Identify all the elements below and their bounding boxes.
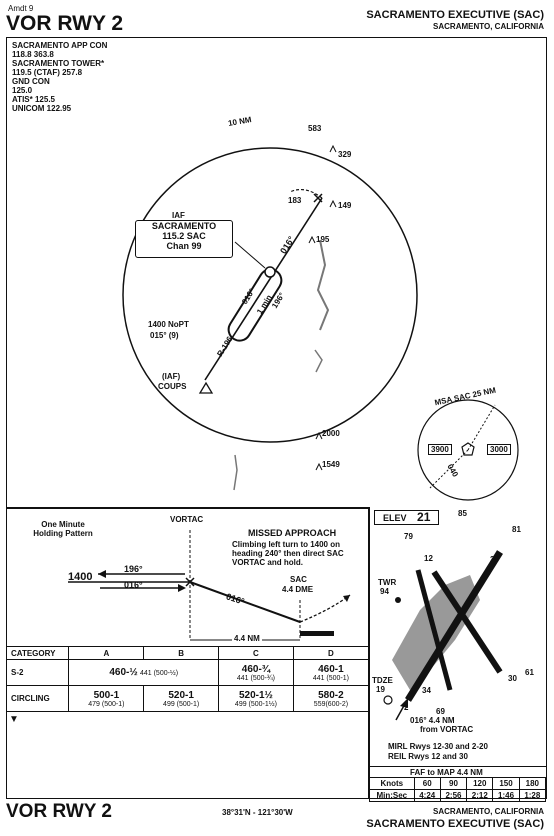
navaid-frequency: 115.2 SAC (162, 231, 206, 241)
timing-table (369, 777, 546, 802)
hold-outbound-label: 196° (270, 291, 287, 310)
category-c-header: C (219, 647, 294, 660)
runway-label-20: 20 (490, 555, 499, 564)
navaid-channel: Chan 99 (166, 241, 202, 251)
elevation-label: 583 (308, 124, 322, 133)
alternate-minimums-symbol: ▼ (9, 714, 19, 725)
elevation-label: ELEV (383, 513, 407, 523)
timing-time-row (370, 790, 546, 802)
straight-in-d-cell: 460-1 441 (500-1) (293, 660, 368, 686)
msa-altitude-west: 3900 (428, 444, 452, 455)
circling-c-cell: 520-1½ 499 (500-1½) (219, 686, 294, 712)
obstacle-label: 79 (404, 532, 413, 541)
elevation-label: 183 (288, 196, 302, 205)
timing-cell: 1:28 (519, 790, 545, 802)
obstacle-label: 81 (512, 525, 521, 534)
row-label: CIRCLING (7, 686, 69, 712)
nopt-label: 1400 NoPT (148, 320, 189, 329)
category-a-header: A (69, 647, 144, 660)
tdze-label: TDZE (372, 676, 393, 685)
comm-line: 125.0 (12, 86, 33, 95)
footer-airport-city: SACRAMENTO, CALIFORNIA (433, 807, 544, 816)
elevation-label: 149 (338, 201, 352, 210)
course-note-line-2: from VORTAC (420, 725, 474, 734)
timing-knots-row (370, 778, 546, 790)
footer-coordinates: 38°31'N - 121°30'W (222, 808, 293, 817)
msa-title: MSA SAC 25 NM (433, 385, 497, 408)
distance-label: 4.4 NM (234, 634, 260, 643)
elevation-label: 329 (338, 150, 352, 159)
timing-cell: 150 (493, 778, 519, 790)
timing-cell: 180 (519, 778, 545, 790)
category-d-header: D (293, 647, 368, 660)
timing-cell: 90 (440, 778, 466, 790)
runway-label-30: 30 (508, 674, 517, 683)
comm-line: ATIS* 125.5 (12, 95, 55, 104)
comm-line: SACRAMENTO APP CON (12, 41, 108, 50)
dme-label: 4.4 DME (282, 585, 314, 594)
hold-time-label: 1 min (255, 293, 274, 316)
row-label: S-2 (7, 660, 69, 686)
ring-radius-label: 10 NM (227, 115, 253, 128)
footer-procedure-title: VOR RWY 2 (6, 801, 112, 822)
timing-cell: 120 (467, 778, 493, 790)
timing-cell: Knots (370, 778, 415, 790)
altitude-label: 1400 (68, 571, 93, 583)
runway-label-2: 2 (404, 703, 409, 712)
msa-altitude-east: 3000 (487, 444, 511, 455)
obstacle-label: 69 (436, 707, 445, 716)
runway-label-12: 12 (424, 554, 433, 563)
circling-b-cell: 520-1 499 (500-1) (144, 686, 219, 712)
timing-cell: 1:46 (493, 790, 519, 802)
tdze-value: 19 (376, 685, 385, 694)
inbound-course-label: 016° (124, 580, 143, 590)
sac-label: SAC (290, 575, 307, 584)
hold-inbound-label: 016° (240, 287, 257, 306)
lighting-note-1: MIRL Rwys 12-30 and 2-20 (388, 742, 488, 751)
circling-a-cell: 500-1 479 (500-1) (69, 686, 144, 712)
airport-city: SACRAMENTO, CALIFORNIA (433, 22, 544, 31)
msa-bearing-label: 040 (445, 462, 460, 479)
descent-course-label: 016° (224, 591, 246, 607)
course-note-line-1: 016° 4.4 NM (410, 716, 455, 725)
comm-line: 118.8 363.8 (12, 50, 54, 59)
category-b-header: B (144, 647, 219, 660)
hold-note: One Minute Holding Pattern (33, 520, 93, 538)
footer-airport-name: SACRAMENTO EXECUTIVE (SAC) (366, 818, 544, 830)
straight-in-c-cell: 460-¾ 441 (500-¾) (219, 660, 294, 686)
timing-title: FAF to MAP 4.4 NM (410, 768, 483, 777)
circling-d-cell: 580-2 559(600-2) (293, 686, 368, 712)
threshold-elevation: 34 (422, 686, 431, 695)
missed-approach-text: Climbing left turn to 1400 on heading 240° then direct SAC VORTAC and hold. (232, 540, 344, 567)
elevation-value: 21 (417, 510, 431, 524)
lighting-note-2: REIL Rwys 12 and 30 (388, 752, 468, 761)
elevation-label: 195 (316, 235, 330, 244)
vortac-label: VORTAC (170, 515, 204, 524)
elevation-label: 2000 (322, 429, 340, 438)
procedure-title: VOR RWY 2 (6, 12, 124, 35)
timing-cell: 4:24 (414, 790, 440, 802)
comm-line: SACRAMENTO TOWER* (12, 59, 105, 68)
coups-name-label: COUPS (158, 382, 187, 391)
coups-iaf-label: (IAF) (162, 372, 181, 381)
timing-cell: 2:56 (440, 790, 466, 802)
tower-label: TWR (378, 578, 397, 587)
comm-line: 119.5 (CTAF) 257.8 (12, 68, 83, 77)
outbound-course-label: 196° (124, 564, 143, 574)
obstacle-label: 61 (525, 668, 534, 677)
navaid-name: SACRAMENTO (151, 221, 217, 231)
timing-cell: 2:12 (467, 790, 493, 802)
comm-line: GND CON (12, 77, 50, 86)
iaf-label: IAF (172, 211, 185, 220)
amendment-label: Amdt 9 (8, 4, 34, 13)
radial-label: R-196 (215, 334, 235, 359)
timing-cell: 60 (414, 778, 440, 790)
straight-in-ab-cell: 460-½ 441 (500-½) (69, 660, 219, 686)
tower-height: 94 (380, 587, 389, 596)
comm-line: UNICOM 122.95 (12, 104, 72, 113)
category-header: CATEGORY (7, 647, 69, 660)
elevation-label: 1549 (322, 460, 340, 469)
inbound-course-label: 016° (278, 234, 297, 256)
obstacle-label: 85 (458, 509, 467, 518)
missed-approach-title: MISSED APPROACH (248, 528, 337, 538)
nopt-course-label: 015° (9) (150, 331, 179, 340)
airport-name: SACRAMENTO EXECUTIVE (SAC) (366, 9, 544, 21)
timing-cell: Min:Sec (370, 790, 415, 802)
